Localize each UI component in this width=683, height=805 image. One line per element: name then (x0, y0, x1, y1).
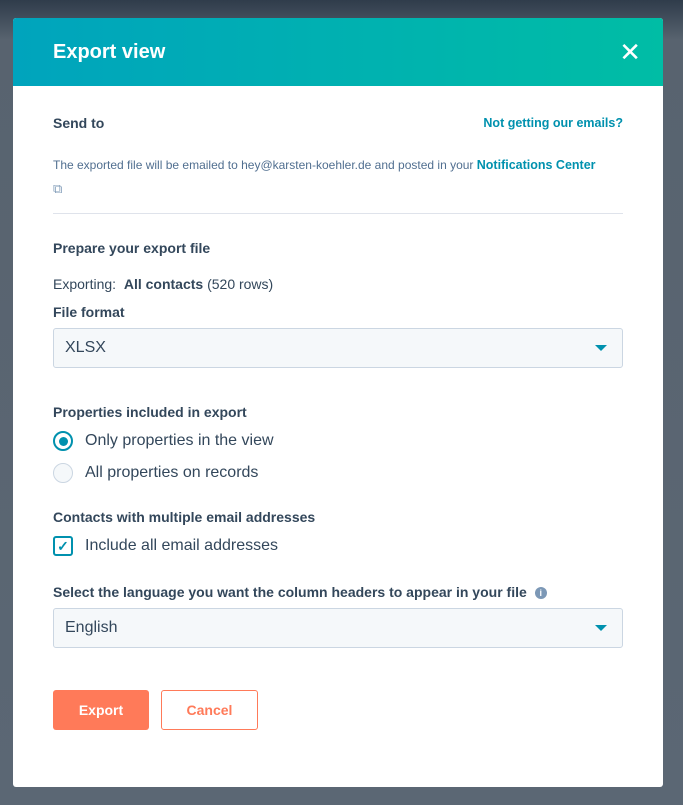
radio-unselected-icon[interactable] (53, 463, 73, 483)
not-getting-emails-link[interactable]: Not getting our emails? (483, 116, 623, 130)
cancel-button[interactable]: Cancel (161, 690, 258, 730)
export-button[interactable]: Export (53, 690, 149, 730)
checkmark-icon[interactable]: ✓ (53, 536, 73, 556)
language-label: Select the language you want the column headers to appear in your file (53, 584, 527, 600)
file-format-value: XLSX (65, 339, 106, 356)
language-label-row (53, 584, 623, 600)
chevron-down-icon (595, 345, 607, 351)
row-count: (520 rows) (207, 276, 274, 292)
export-view-dialog (13, 18, 663, 787)
notifications-center-link[interactable]: Notifications Center (476, 158, 596, 172)
file-format-label: File format (53, 304, 125, 320)
divider (53, 213, 623, 214)
radio-label: Only properties in the view (85, 432, 274, 449)
send-to-note (53, 153, 623, 201)
radio-only-view-properties[interactable] (53, 431, 623, 451)
language-select[interactable] (53, 608, 623, 648)
exporting-value: All contacts (123, 276, 204, 292)
prepare-title: Prepare your export file (53, 240, 211, 256)
radio-label: All properties on records (85, 464, 259, 481)
dialog-header (13, 18, 663, 86)
send-to-label: Send to (53, 115, 105, 131)
include-all-emails-checkbox[interactable] (53, 536, 623, 556)
chevron-down-icon (595, 625, 607, 631)
file-format-select[interactable] (53, 328, 623, 368)
radio-all-properties[interactable] (53, 463, 623, 483)
checkbox-label: Include all email addresses (85, 537, 278, 554)
external-link-icon[interactable]: ⧉ (53, 181, 63, 196)
dialog-title: Export view (53, 40, 166, 63)
note-text: The exported file will be emailed to hey@karsten-koehler.de and posted in your (53, 158, 477, 172)
exporting-summary (53, 276, 623, 292)
properties-label: Properties included in export (53, 404, 247, 420)
radio-selected-icon[interactable] (53, 431, 73, 451)
multiple-emails-label: Contacts with multiple email addresses (53, 509, 316, 525)
language-value: English (65, 619, 118, 636)
close-icon[interactable]: ✕ (619, 37, 641, 67)
exporting-label: Exporting: (53, 276, 117, 292)
info-icon[interactable]: i (535, 587, 547, 599)
